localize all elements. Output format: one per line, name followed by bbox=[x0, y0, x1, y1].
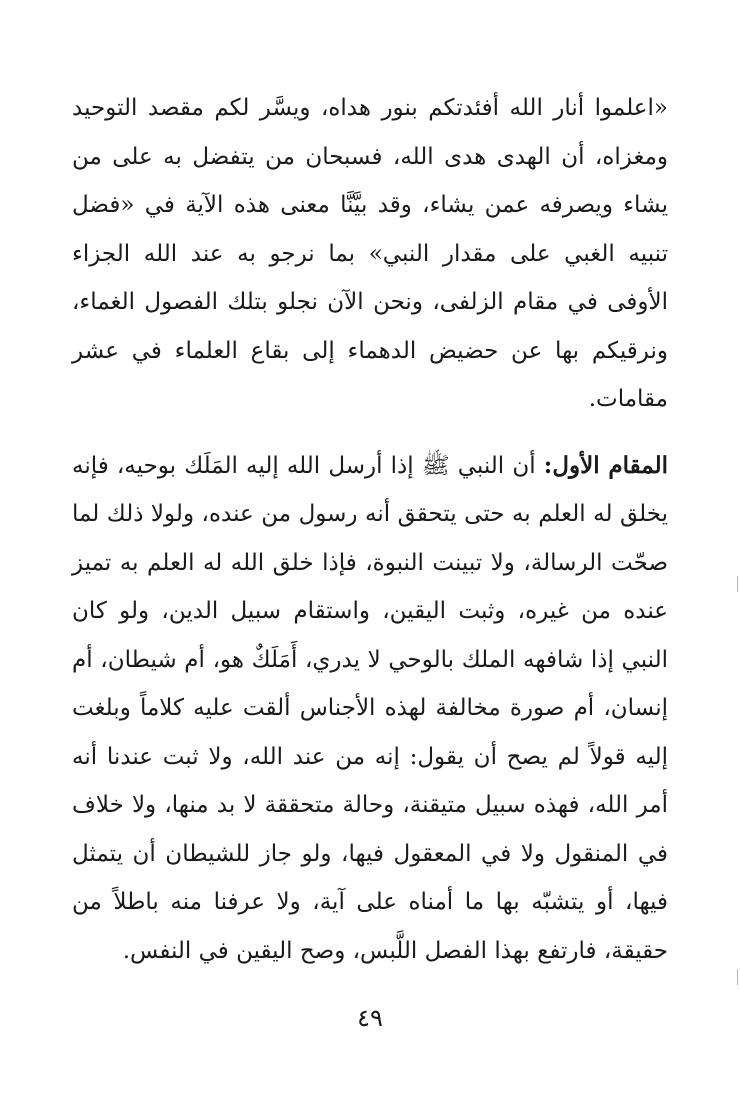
first-station-text: أن النبي ﷺ إذا أرسل الله إليه المَلَك بوحيه، فإنه يخلق له العلم به حتى يتحقق أنه رسول من عنده، ولولا ذلك لما صحّت الرسالة، ولا تبينت النبوة، فإذا خلق الله له العلم به تميز عنده من غيره، وثبت اليقين، واستقام سبيل الدين، ولو كان النبي إذا شافهه الملك بالوحي لا يدري، أَمَلَكٌ هو، أم شيطان، أم إنسان، أم صورة مخالفة لهذه الأجناس ألقت عليه كلاماً وبلغت إليه قولاً لم يصح أن يقول: إنه من عند الله، ولا ثبت عندنا أنه أمر الله، فهذه سبيل متيقنة، وحالة متحققة لا بد منها، ولا خلاف في المنقول ولا في المعقول فيها، ولو جاز للشيطان أن يتمثل فيها، أو يتشبّه بها ما أمناه على آية، ولا عرفنا منه باطلاً من حقيقة، فارتفع بهذا الفصل اللَّبس، وصح اليقين في النفس. bbox=[72, 452, 668, 964]
scan-edge-mark bbox=[737, 576, 738, 592]
intro-paragraph-text: «اعلموا أنار الله أفئدتكم بنور هداه، ويسَّر لكم مقصد التوحيد ومغزاه، أن الهدى هدى الله، فسبحان من يتفضل به على من يشاء ويصرفه عمن يشاء، وقد بيَّنَّا معنى هذه الآية في «فضل تنبيه الغبي على مقدار النبي» بما نرجو به عند الله الجزاء الأوفى في مقام الزلفى، ونحن الآن نجلو بتلك الفصول الغماء، ونرقيكم بها عن حضيض الدهماء إلى بقاع العلماء في عشر مقامات. bbox=[72, 95, 668, 412]
page-number: ٤٩ bbox=[357, 1004, 383, 1032]
scan-edge-mark bbox=[737, 969, 738, 985]
section-heading: المقام الأول: bbox=[543, 451, 668, 479]
page-body bbox=[72, 84, 668, 975]
first-station-paragraph bbox=[72, 442, 668, 976]
intro-paragraph bbox=[72, 84, 668, 424]
